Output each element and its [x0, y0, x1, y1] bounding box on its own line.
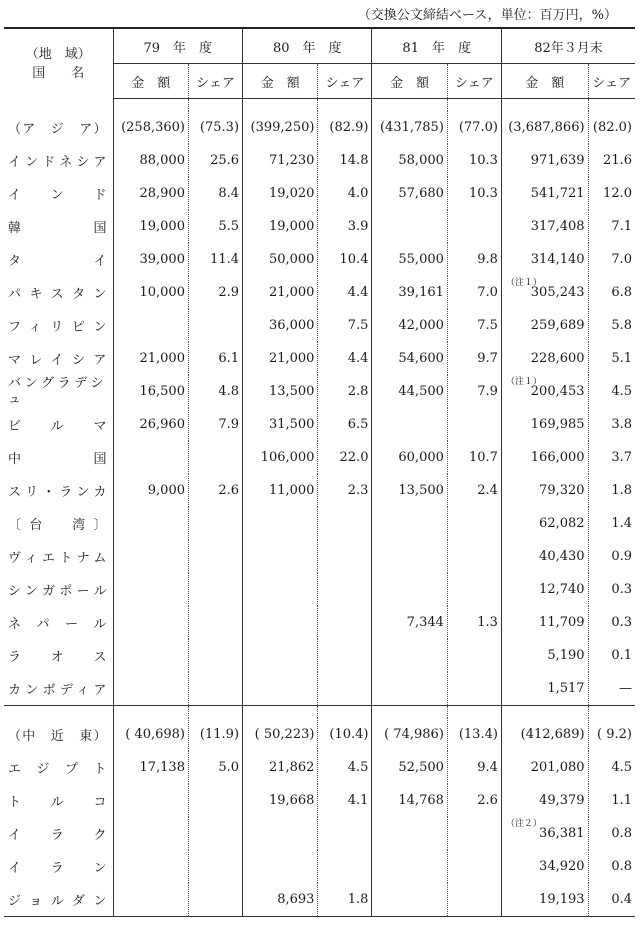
amount-cell: 26,960 [113, 408, 188, 441]
amount-cell: 228,600 [501, 342, 588, 375]
country-name: シンガポール [8, 584, 107, 599]
table-row [4, 276, 635, 309]
region-header [4, 28, 113, 99]
amount-cell: 12,740 [501, 573, 588, 606]
amount-cell: 28,900 [113, 177, 188, 210]
country-name: ヴィエトナム [8, 551, 107, 566]
share-cell: 0.1 [588, 639, 635, 672]
table-row [4, 243, 635, 276]
amount-cell: 39,161 [372, 276, 447, 309]
amount-cell: (431,785) [372, 111, 447, 144]
amount-cell: 21,000 [243, 276, 318, 309]
share-cell: 9.4 [447, 751, 501, 784]
amount-cell: 314,140 [501, 243, 588, 276]
country-name: インドネシア [8, 155, 107, 170]
amount-cell: 21,862 [243, 751, 318, 784]
year-header-79: 79 年 度 [113, 28, 242, 64]
amount-cell: 971,639 [501, 144, 588, 177]
share-cell [188, 672, 242, 706]
share-cell: 2.9 [188, 276, 242, 309]
share-cell: 5.0 [188, 751, 242, 784]
share-cell [188, 540, 242, 573]
amount-cell: 39,000 [113, 243, 188, 276]
year-header-81: 81 年 度 [372, 28, 501, 64]
share-header: シェア [588, 64, 635, 99]
amount-cell [243, 639, 318, 672]
amount-cell [372, 850, 447, 883]
share-cell: 7.5 [447, 309, 501, 342]
share-cell: 4.5 [318, 751, 372, 784]
amount-cell: 19,000 [243, 210, 318, 243]
share-cell: 4.4 [318, 342, 372, 375]
amount-cell: 5,190 [501, 639, 588, 672]
country-name: パキスタン [8, 287, 107, 302]
share-cell: (82.9) [318, 111, 372, 144]
table-row [4, 408, 635, 441]
amount-cell: 259,689 [501, 309, 588, 342]
amount-cell: 1,517 [501, 672, 588, 706]
share-cell: (82.0) [588, 111, 635, 144]
footnote-marker: （注２） [505, 819, 542, 829]
amount-cell [243, 672, 318, 706]
share-cell [318, 639, 372, 672]
amount-cell [372, 408, 447, 441]
share-cell [318, 573, 372, 606]
amount-cell: 58,000 [372, 144, 447, 177]
amount-cell: 31,500 [243, 408, 318, 441]
share-cell: 0.3 [588, 606, 635, 639]
amount-cell [501, 276, 588, 309]
share-cell [188, 309, 242, 342]
share-cell: 4.0 [318, 177, 372, 210]
amount-cell: ( 74,986) [372, 718, 447, 751]
table-row [4, 672, 635, 706]
amount-cell: 166,000 [501, 441, 588, 474]
share-header: シェア [318, 64, 372, 99]
table-row [4, 573, 635, 606]
share-cell: (75.3) [188, 111, 242, 144]
amount-cell: 52,500 [372, 751, 447, 784]
amount-value: 36,381 [539, 826, 585, 841]
amount-cell [372, 540, 447, 573]
year-header-80: 80 年 度 [243, 28, 372, 64]
amount-cell [113, 639, 188, 672]
amount-cell: 10,000 [113, 276, 188, 309]
share-cell: 5.8 [588, 309, 635, 342]
share-cell [318, 507, 372, 540]
aid-table [4, 27, 635, 917]
country-name: ビ ル マ [8, 419, 107, 434]
share-cell: 7.9 [447, 375, 501, 408]
amount-cell [113, 309, 188, 342]
share-cell [447, 210, 501, 243]
amount-cell: 541,721 [501, 177, 588, 210]
share-cell [447, 507, 501, 540]
share-cell: 1.8 [318, 883, 372, 917]
share-cell: 0.9 [588, 540, 635, 573]
amount-cell: 79,320 [501, 474, 588, 507]
amount-cell [243, 573, 318, 606]
share-cell: 12.0 [588, 177, 635, 210]
amount-value: 200,453 [530, 384, 585, 399]
amount-cell [113, 540, 188, 573]
share-cell: 1.8 [588, 474, 635, 507]
amount-cell: 19,668 [243, 784, 318, 817]
table-body [4, 99, 635, 917]
share-cell: 25.6 [188, 144, 242, 177]
amount-cell: 201,080 [501, 751, 588, 784]
amount-header: 金 額 [113, 64, 188, 99]
share-cell [318, 672, 372, 706]
share-cell: 10.7 [447, 441, 501, 474]
share-cell: 7.0 [588, 243, 635, 276]
amount-cell: 34,920 [501, 850, 588, 883]
amount-cell: 19,193 [501, 883, 588, 917]
country-name: ジョルダン [4, 883, 113, 917]
share-cell [188, 850, 242, 883]
amount-cell: 21,000 [243, 342, 318, 375]
amount-cell: (3,687,866) [501, 111, 588, 144]
share-cell: (10.4) [318, 718, 372, 751]
table-row [4, 718, 635, 751]
amount-cell [243, 850, 318, 883]
share-cell: 0.3 [588, 573, 635, 606]
amount-value: 305,243 [530, 285, 585, 300]
share-cell [318, 850, 372, 883]
amount-cell: 9,000 [113, 474, 188, 507]
amount-cell: 19,000 [113, 210, 188, 243]
amount-cell [501, 817, 588, 850]
table-row [4, 177, 635, 210]
country-name: （中 近 東） [8, 729, 107, 744]
share-cell: 1.3 [447, 606, 501, 639]
amount-cell [113, 817, 188, 850]
amount-cell: 16,500 [113, 375, 188, 408]
table-row [4, 751, 635, 784]
share-cell: 0.8 [588, 850, 635, 883]
section-gap [4, 99, 635, 112]
share-cell [188, 573, 242, 606]
amount-cell: 11,709 [501, 606, 588, 639]
share-cell [318, 817, 372, 850]
region-label: （地 域） [25, 46, 91, 62]
country-name: ラ オ ス [8, 650, 107, 665]
share-cell: 2.4 [447, 474, 501, 507]
amount-cell: 50,000 [243, 243, 318, 276]
share-cell: 7.5 [318, 309, 372, 342]
share-cell: 5.5 [188, 210, 242, 243]
amount-cell: 7,344 [372, 606, 447, 639]
amount-cell [113, 883, 188, 917]
amount-cell [372, 573, 447, 606]
amount-cell: 40,430 [501, 540, 588, 573]
amount-cell: 44,500 [372, 375, 447, 408]
footnote-marker: （注１） [505, 278, 542, 288]
amount-cell [372, 507, 447, 540]
country-name: タ イ [8, 254, 107, 269]
share-cell: (11.9) [188, 718, 242, 751]
table-row [4, 309, 635, 342]
country-name: 韓 国 [8, 221, 107, 236]
table-row [4, 784, 635, 817]
share-cell: 4.8 [188, 375, 242, 408]
country-name: イ ラ ク [8, 828, 107, 843]
share-cell: 21.6 [588, 144, 635, 177]
amount-cell: 169,985 [501, 408, 588, 441]
share-cell: (77.0) [447, 111, 501, 144]
share-cell [447, 850, 501, 883]
amount-cell [243, 507, 318, 540]
share-cell: 3.9 [318, 210, 372, 243]
share-cell: 9.7 [447, 342, 501, 375]
amount-cell [113, 606, 188, 639]
amount-cell: 13,500 [372, 474, 447, 507]
amount-cell [372, 210, 447, 243]
amount-cell [372, 672, 447, 706]
amount-cell: 60,000 [372, 441, 447, 474]
table-row [4, 817, 635, 850]
header-row-years [4, 28, 635, 64]
table-row [4, 639, 635, 672]
share-cell: 5.1 [588, 342, 635, 375]
amount-cell [372, 883, 447, 917]
table-row [4, 474, 635, 507]
share-cell: 7.9 [188, 408, 242, 441]
share-cell: 0.8 [588, 817, 635, 850]
share-cell: 10.4 [318, 243, 372, 276]
share-cell: 22.0 [318, 441, 372, 474]
share-cell [447, 883, 501, 917]
country-name: スリ・ランカ [8, 485, 107, 500]
country-name: バングラデシュ [8, 375, 107, 407]
section-gap [4, 706, 635, 719]
share-cell: 7.1 [588, 210, 635, 243]
share-cell: 6.1 [188, 342, 242, 375]
year-header-82: 82年３月末 [501, 28, 635, 64]
amount-cell: 54,600 [372, 342, 447, 375]
country-label: 国 名 [32, 65, 85, 81]
amount-cell [243, 606, 318, 639]
amount-cell: 36,000 [243, 309, 318, 342]
share-cell: 2.8 [318, 375, 372, 408]
share-cell: ( 9.2) [588, 718, 635, 751]
table-row [4, 883, 635, 917]
share-cell: 2.6 [447, 784, 501, 817]
amount-cell: 13,500 [243, 375, 318, 408]
share-cell [318, 606, 372, 639]
share-cell [188, 507, 242, 540]
amount-cell [113, 850, 188, 883]
amount-header: 金 額 [372, 64, 447, 99]
amount-cell: 57,680 [372, 177, 447, 210]
share-cell: 4.1 [318, 784, 372, 817]
table-row [4, 375, 635, 408]
share-cell: 4.5 [588, 751, 635, 784]
table-row [4, 111, 635, 144]
amount-header: 金 額 [243, 64, 318, 99]
share-cell [318, 540, 372, 573]
share-cell: 3.7 [588, 441, 635, 474]
share-header: シェア [447, 64, 501, 99]
share-cell: 2.3 [318, 474, 372, 507]
share-cell [447, 540, 501, 573]
share-cell: 2.6 [188, 474, 242, 507]
table-row [4, 507, 635, 540]
share-cell [188, 784, 242, 817]
share-cell: 8.4 [188, 177, 242, 210]
share-cell: 3.8 [588, 408, 635, 441]
table-row [4, 606, 635, 639]
amount-cell [243, 540, 318, 573]
amount-cell: (399,250) [243, 111, 318, 144]
amount-cell: (258,360) [113, 111, 188, 144]
table-row [4, 144, 635, 177]
amount-cell [372, 639, 447, 672]
amount-cell: (412,689) [501, 718, 588, 751]
share-cell: 10.3 [447, 177, 501, 210]
share-cell: 7.0 [447, 276, 501, 309]
amount-cell: 19,020 [243, 177, 318, 210]
table-row [4, 850, 635, 883]
amount-cell: 317,408 [501, 210, 588, 243]
footnote-marker: （注１） [505, 377, 542, 387]
amount-cell [113, 672, 188, 706]
country-name: ネ パ ー ル [8, 617, 107, 632]
share-cell: 9.8 [447, 243, 501, 276]
country-name: （ア ジ ア） [8, 122, 107, 137]
amount-cell [501, 375, 588, 408]
amount-cell: 42,000 [372, 309, 447, 342]
amount-cell: 17,138 [113, 751, 188, 784]
share-cell: 4.4 [318, 276, 372, 309]
share-cell: 11.4 [188, 243, 242, 276]
amount-cell [113, 441, 188, 474]
country-name: イ ン ド [8, 188, 107, 203]
share-cell [188, 639, 242, 672]
amount-cell: ( 50,223) [243, 718, 318, 751]
amount-cell [113, 507, 188, 540]
amount-cell [372, 817, 447, 850]
share-cell: 14.8 [318, 144, 372, 177]
share-cell [447, 408, 501, 441]
share-cell: 6.8 [588, 276, 635, 309]
amount-cell [113, 784, 188, 817]
table-row [4, 210, 635, 243]
amount-cell: ( 40,698) [113, 718, 188, 751]
share-header: シェア [188, 64, 242, 99]
amount-cell [243, 817, 318, 850]
share-cell [447, 573, 501, 606]
share-cell [188, 441, 242, 474]
amount-cell: 62,082 [501, 507, 588, 540]
table-row [4, 441, 635, 474]
country-name: 〔台 湾〕 [8, 518, 107, 533]
share-cell [188, 606, 242, 639]
country-name: エジプト [8, 762, 107, 777]
share-cell: 1.4 [588, 507, 635, 540]
table-row [4, 342, 635, 375]
amount-cell: 11,000 [243, 474, 318, 507]
amount-header: 金 額 [501, 64, 588, 99]
country-name: マレイシア [8, 353, 107, 368]
share-cell [188, 817, 242, 850]
amount-cell: 88,000 [113, 144, 188, 177]
amount-cell: 106,000 [243, 441, 318, 474]
amount-cell: 55,000 [372, 243, 447, 276]
share-cell: 4.5 [588, 375, 635, 408]
share-cell: 1.1 [588, 784, 635, 817]
country-name: 中 国 [8, 452, 107, 467]
share-cell [447, 817, 501, 850]
share-cell [447, 639, 501, 672]
amount-cell: 8,693 [243, 883, 318, 917]
share-cell [188, 883, 242, 917]
share-cell [447, 672, 501, 706]
amount-cell [113, 573, 188, 606]
amount-cell: 71,230 [243, 144, 318, 177]
amount-cell: 21,000 [113, 342, 188, 375]
amount-cell: 49,379 [501, 784, 588, 817]
share-cell: 10.3 [447, 144, 501, 177]
table-row [4, 540, 635, 573]
country-name: カンボディア [8, 683, 107, 698]
share-cell: (13.4) [447, 718, 501, 751]
share-cell: 0.4 [588, 883, 635, 917]
country-name: ト ル コ [8, 795, 107, 810]
table-caption: （交換公文締結ベース，単位：百万円，%） [357, 8, 617, 23]
country-name: フィリピン [8, 320, 107, 335]
share-cell: 6.5 [318, 408, 372, 441]
amount-cell: 14,768 [372, 784, 447, 817]
country-name: イ ラ ン [8, 861, 107, 876]
share-cell: — [588, 672, 635, 706]
